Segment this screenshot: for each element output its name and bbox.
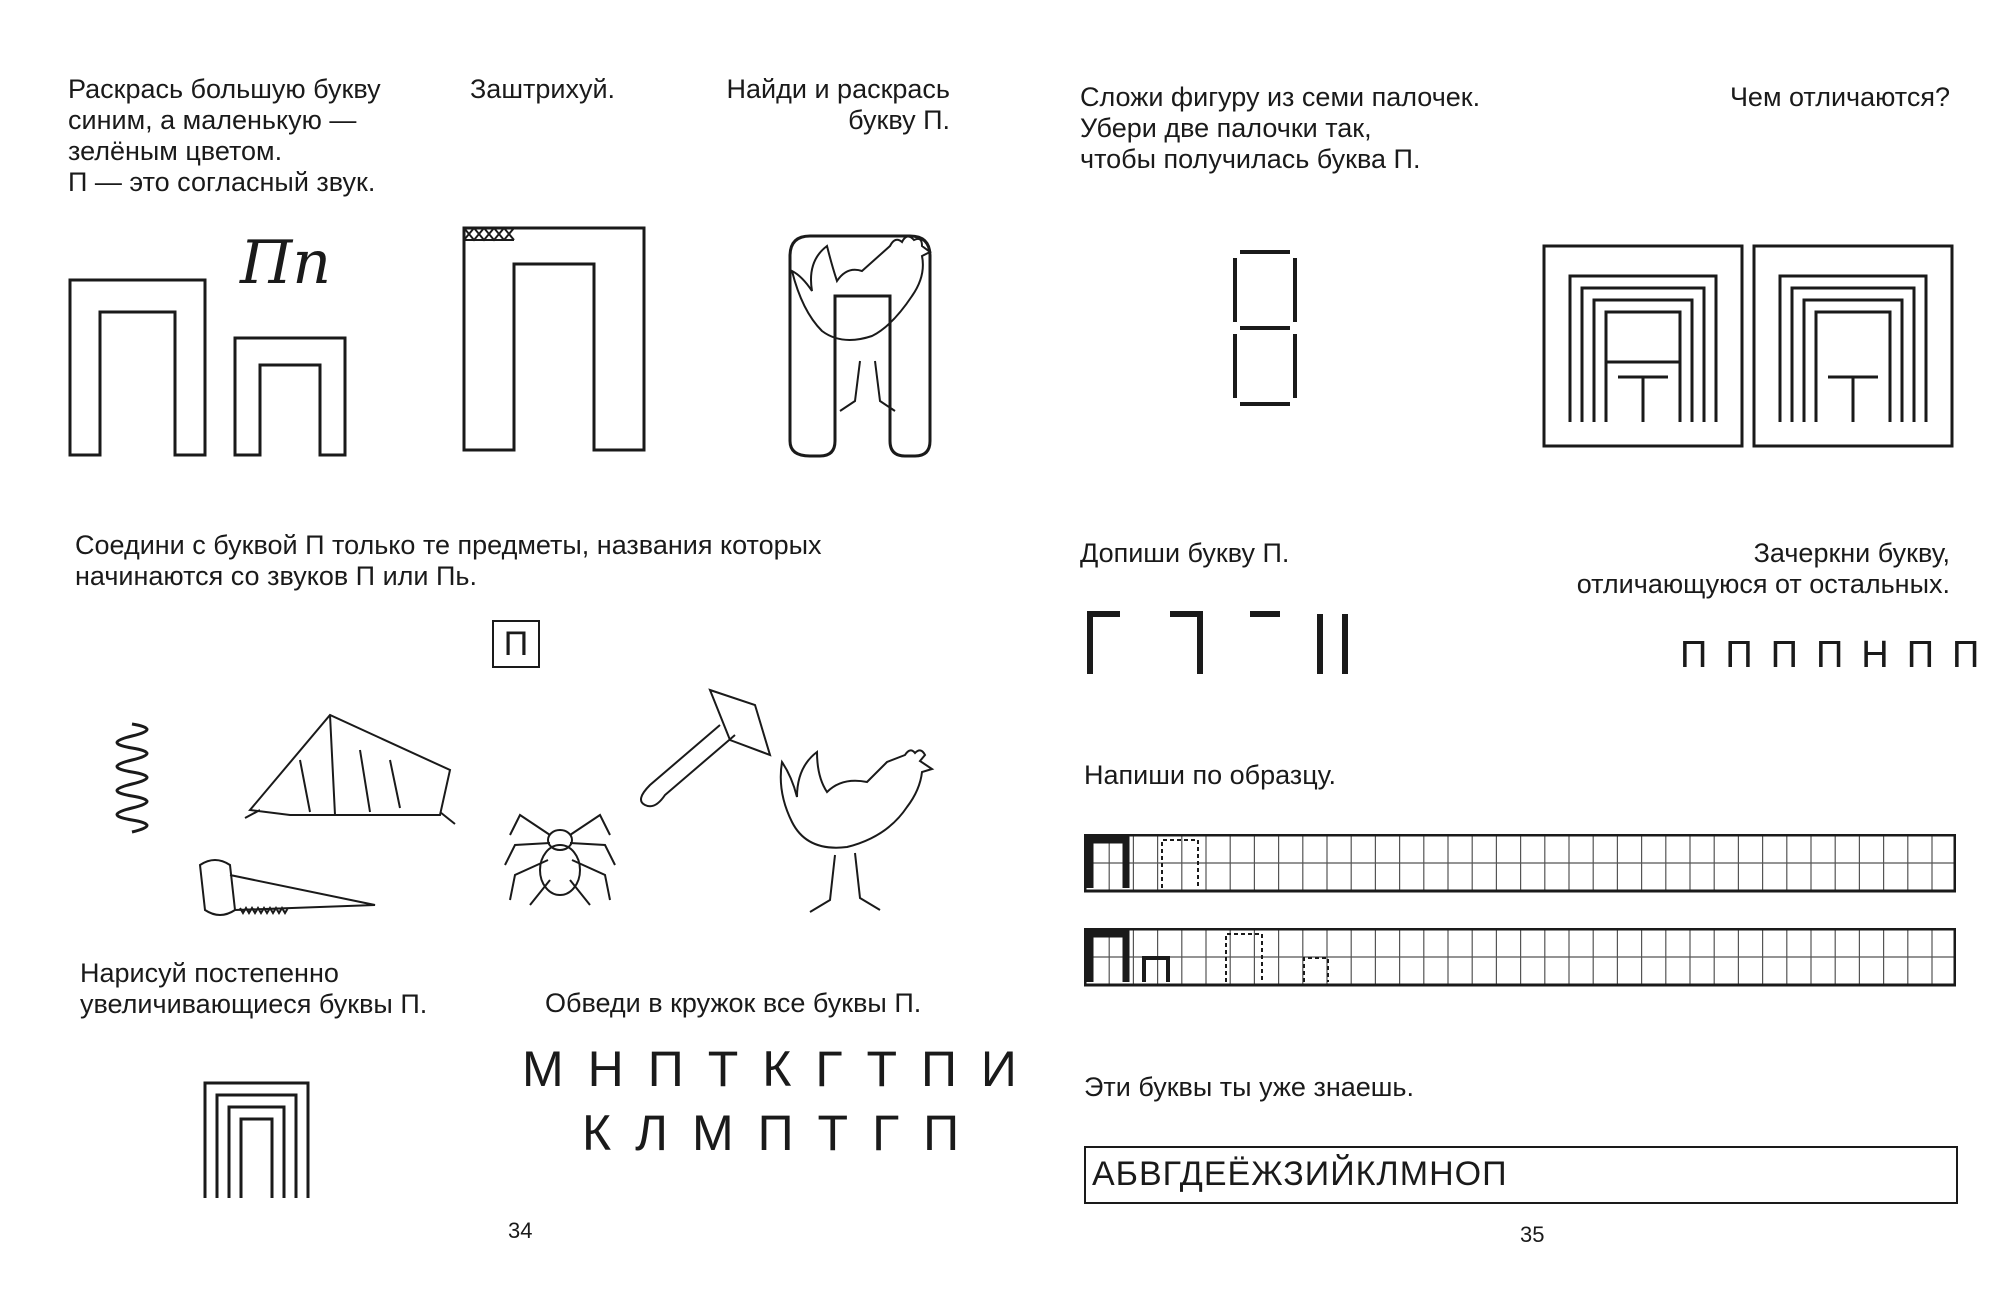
right-page [1040,0,2000,1299]
hatch-letter-graphic [458,222,658,458]
spider-icon [500,795,620,915]
alphabet-box: АБВГДЕЁЖЗИЙКЛМНОП [1084,1146,1958,1204]
connect-letter-box: П [492,620,540,668]
outline-letters-graphic [60,270,360,470]
page-number-left: 34 [508,1218,533,1243]
task-diff-text: Чем отличаются? [1729,82,1950,112]
task-find-text: Найди и раскрась букву П. [726,74,950,135]
spring-icon [92,716,172,846]
page-number-right: 35 [1520,1222,1545,1247]
complete-letter-parts-graphic [1080,606,1360,678]
task-connect-text: Соедини с буквой П только те предметы, названия которых начинаются со звуков П или Пь. [75,530,822,591]
circle-row-2: КЛМПТГП [582,1105,984,1161]
difference-boxes-graphic [1540,242,1960,452]
cross-letter-row: ППППНПП [1680,634,1998,676]
tent-icon [240,700,470,830]
saw-icon [190,850,390,930]
task-sticks-text: Сложи фигуру из семи палочек. Убери две палочки так, чтобы получилась буква П. [1080,82,1481,174]
circle-row-1: МНПТКГТПИ [522,1041,1041,1097]
task-color-text: Раскрась большую букву синим, а маленькую — зелёным цветом. П — это согласный звук. [68,74,381,197]
nested-letters-graphic [200,1078,320,1204]
task-complete-text: Допиши букву П. [1080,538,1290,568]
task-known-text: Эти буквы ты уже знаешь. [1084,1072,1414,1102]
task-circle-text: Обведи в кружок все буквы П. [545,988,922,1018]
task-copy-text: Напиши по образцу. [1084,760,1336,790]
task-cross-text: Зачеркни букву, отличающуюся от остальных. [1576,538,1950,599]
sticks-figure-graphic [1220,246,1310,416]
rooster-in-letter-graphic [740,226,950,466]
copy-grid-row-1[interactable] [1084,834,1956,894]
rooster-icon [792,236,930,411]
cursive-letters: Пп [240,228,331,298]
task-hatch-text: Заштрихуй. [470,74,616,104]
copy-grid-row-2[interactable] [1084,928,1956,988]
rooster-icon [740,745,950,925]
task-draw-text: Нарисуй постепенно увеличивающиеся буквы П. [80,958,428,1019]
